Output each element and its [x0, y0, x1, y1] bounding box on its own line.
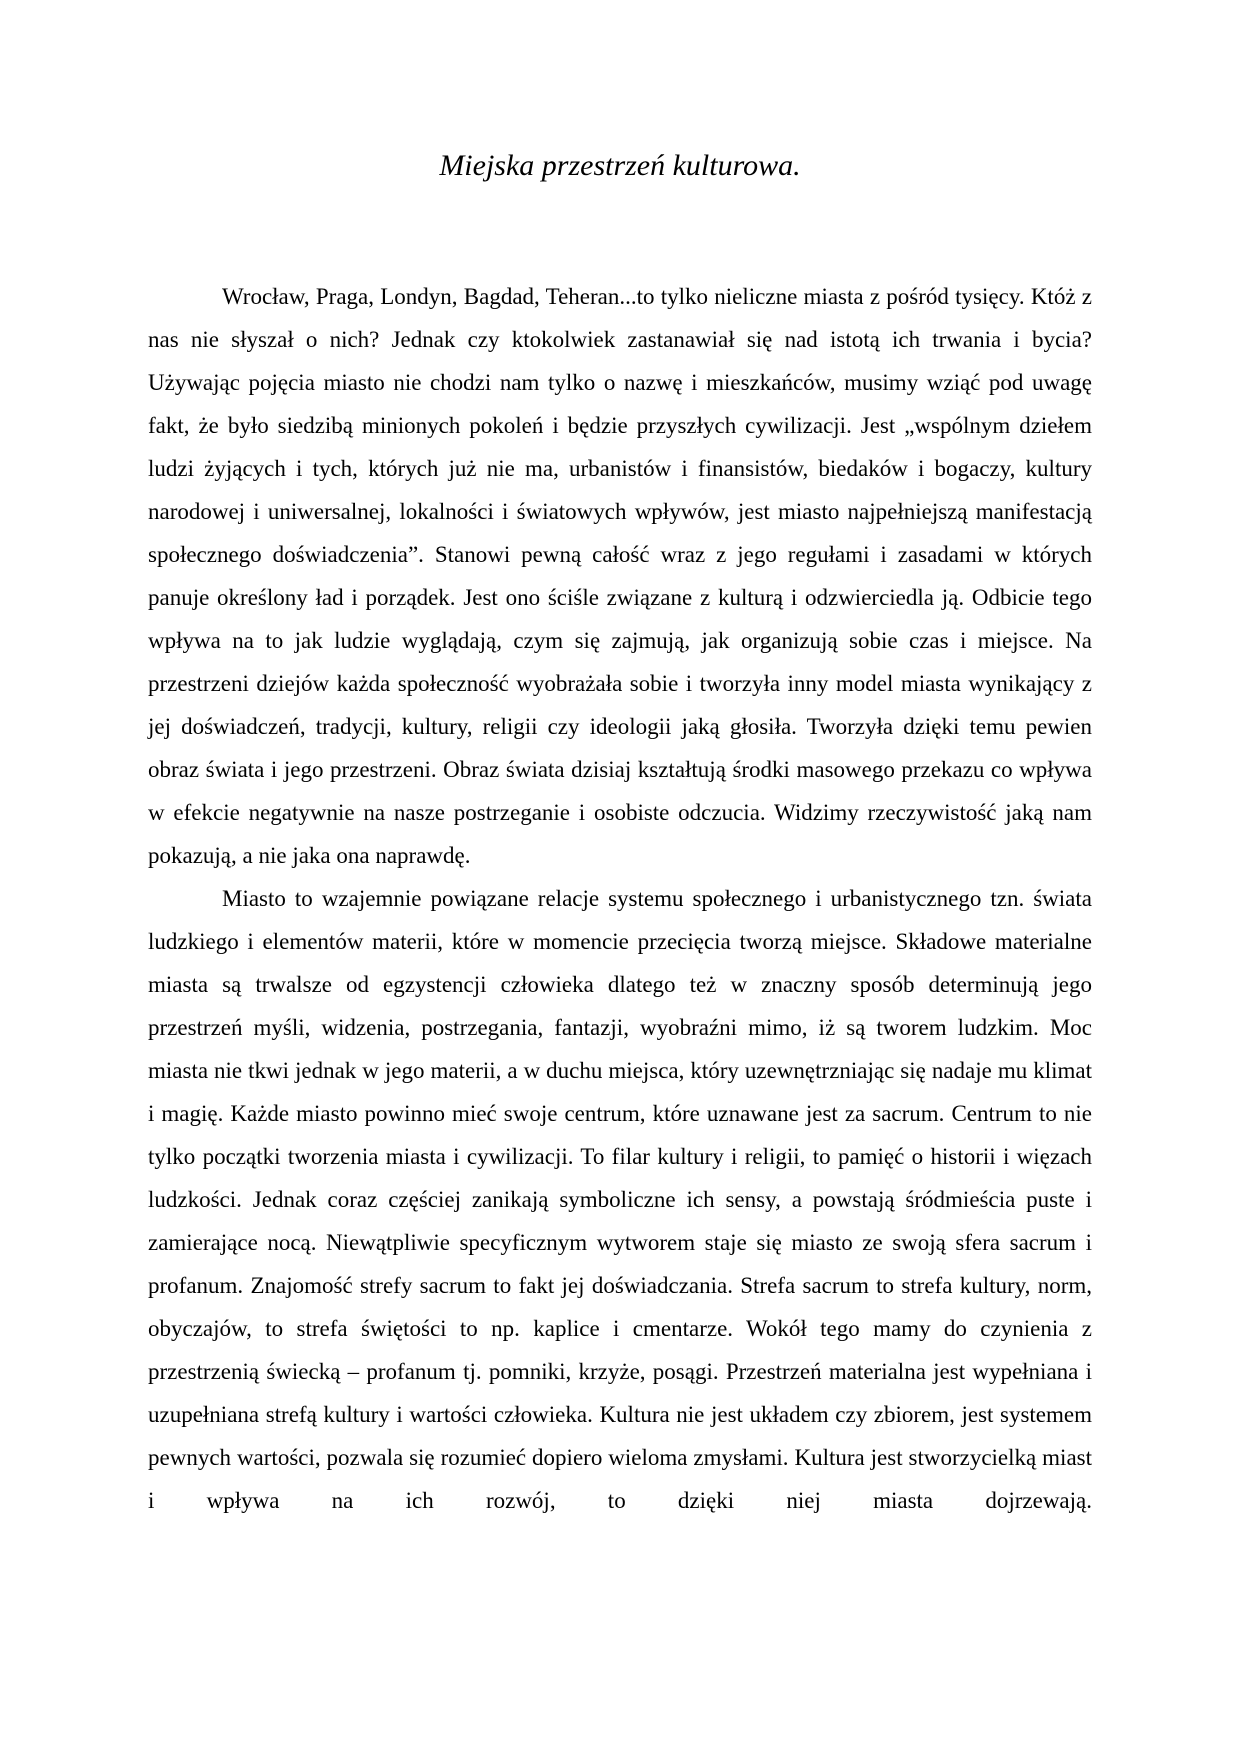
paragraph-1: Wrocław, Praga, Londyn, Bagdad, Teheran...to tylko nieliczne miasta z pośród tysięcy. Któż z nas nie słyszał o nich? Jednak czy ktokolwiek zastanawiał się nad istotą ich trwania i bycia? Używając pojęcia miasto nie chodzi nam tylko o nazwę i mieszkańców, musimy wziąć pod uwagę fakt, że było siedzibą minionych pokoleń i będzie przyszłych cywilizacji. Jest „wspólnym dziełem ludzi żyjących i tych, których już nie ma, urbanistów i finansistów, biedaków i bogaczy, kultury narodowej i uniwersalnej, lokalności i światowych wpływów, jest miasto najpełniejszą manifestacją społecznego doświadczenia”. Stanowi pewną całość wraz z jego regułami i zasadami w których panuje określony ład i porządek. Jest ono ściśle związane z kulturą i odzwierciedla ją. Odbicie tego wpływa na to jak ludzie wyglądają, czym się zajmują, jak organizują sobie czas i miejsce. Na przestrzeni dziejów każda społeczność wyobrażała sobie i tworzyła inny model miasta wynikający z jej doświadczeń, tradycji, kultury, religii czy ideologii jaką głosiła. Tworzyła dzięki temu pewien obraz świata i jego przestrzeni. Obraz świata dzisiaj kształtują środki masowego przekazu co wpływa w efekcie negatywnie na nasze postrzeganie i osobiste odczucia. Widzimy rzeczywistość jaką nam pokazują, a nie jaka ona naprawdę.: [148, 284, 1092, 868]
paragraph-2: Miasto to wzajemnie powiązane relacje systemu społecznego i urbanistycznego tzn. świata ludzkiego i elementów materii, które w momencie przecięcia tworzą miejsce. Składowe materialne miasta są trwalsze od egzystencji człowieka dlatego też w znaczny sposób determinują jego przestrzeń myśli, widzenia, postrzegania, fantazji, wyobraźni mimo, iż są tworem ludzkim. Moc miasta nie tkwi jednak w jego materii, a w duchu miejsca, który uzewnętrzniając się nadaje mu klimat i magię. Każde miasto powinno mieć swoje centrum, które uznawane jest za sacrum. Centrum to nie tylko początki tworzenia miasta i cywilizacji. To filar kultury i religii, to pamięć o historii i więzach ludzkości. Jednak coraz częściej zanikają symboliczne ich sensy, a powstają śródmieścia puste i zamierające nocą. Niewątpliwie specyficznym wytworem staje się miasto ze swoją sfera sacrum i profanum. Znajomość strefy sacrum to fakt jej doświadczania. Strefa sacrum to strefa kultury, norm, obyczajów, to strefa świętości to np. kaplice i cmentarze. Wokół tego mamy do czynienia z przestrzenią świecką – profanum tj. pomniki, krzyże, posągi. Przestrzeń materialna jest wypełniana i uzupełniana strefą kultury i wartości człowieka. Kultura nie jest układem czy zbiorem, jest systemem pewnych wartości, pozwala się rozumieć dopiero wieloma zmysłami. Kultura jest stworzycielką miast i wpływa na ich rozwój, to dzięki niej miasta dojrzewają.: [148, 886, 1092, 1513]
document-title: Miejska przestrzeń kulturowa.: [439, 149, 801, 182]
document-body: [148, 275, 1092, 1522]
